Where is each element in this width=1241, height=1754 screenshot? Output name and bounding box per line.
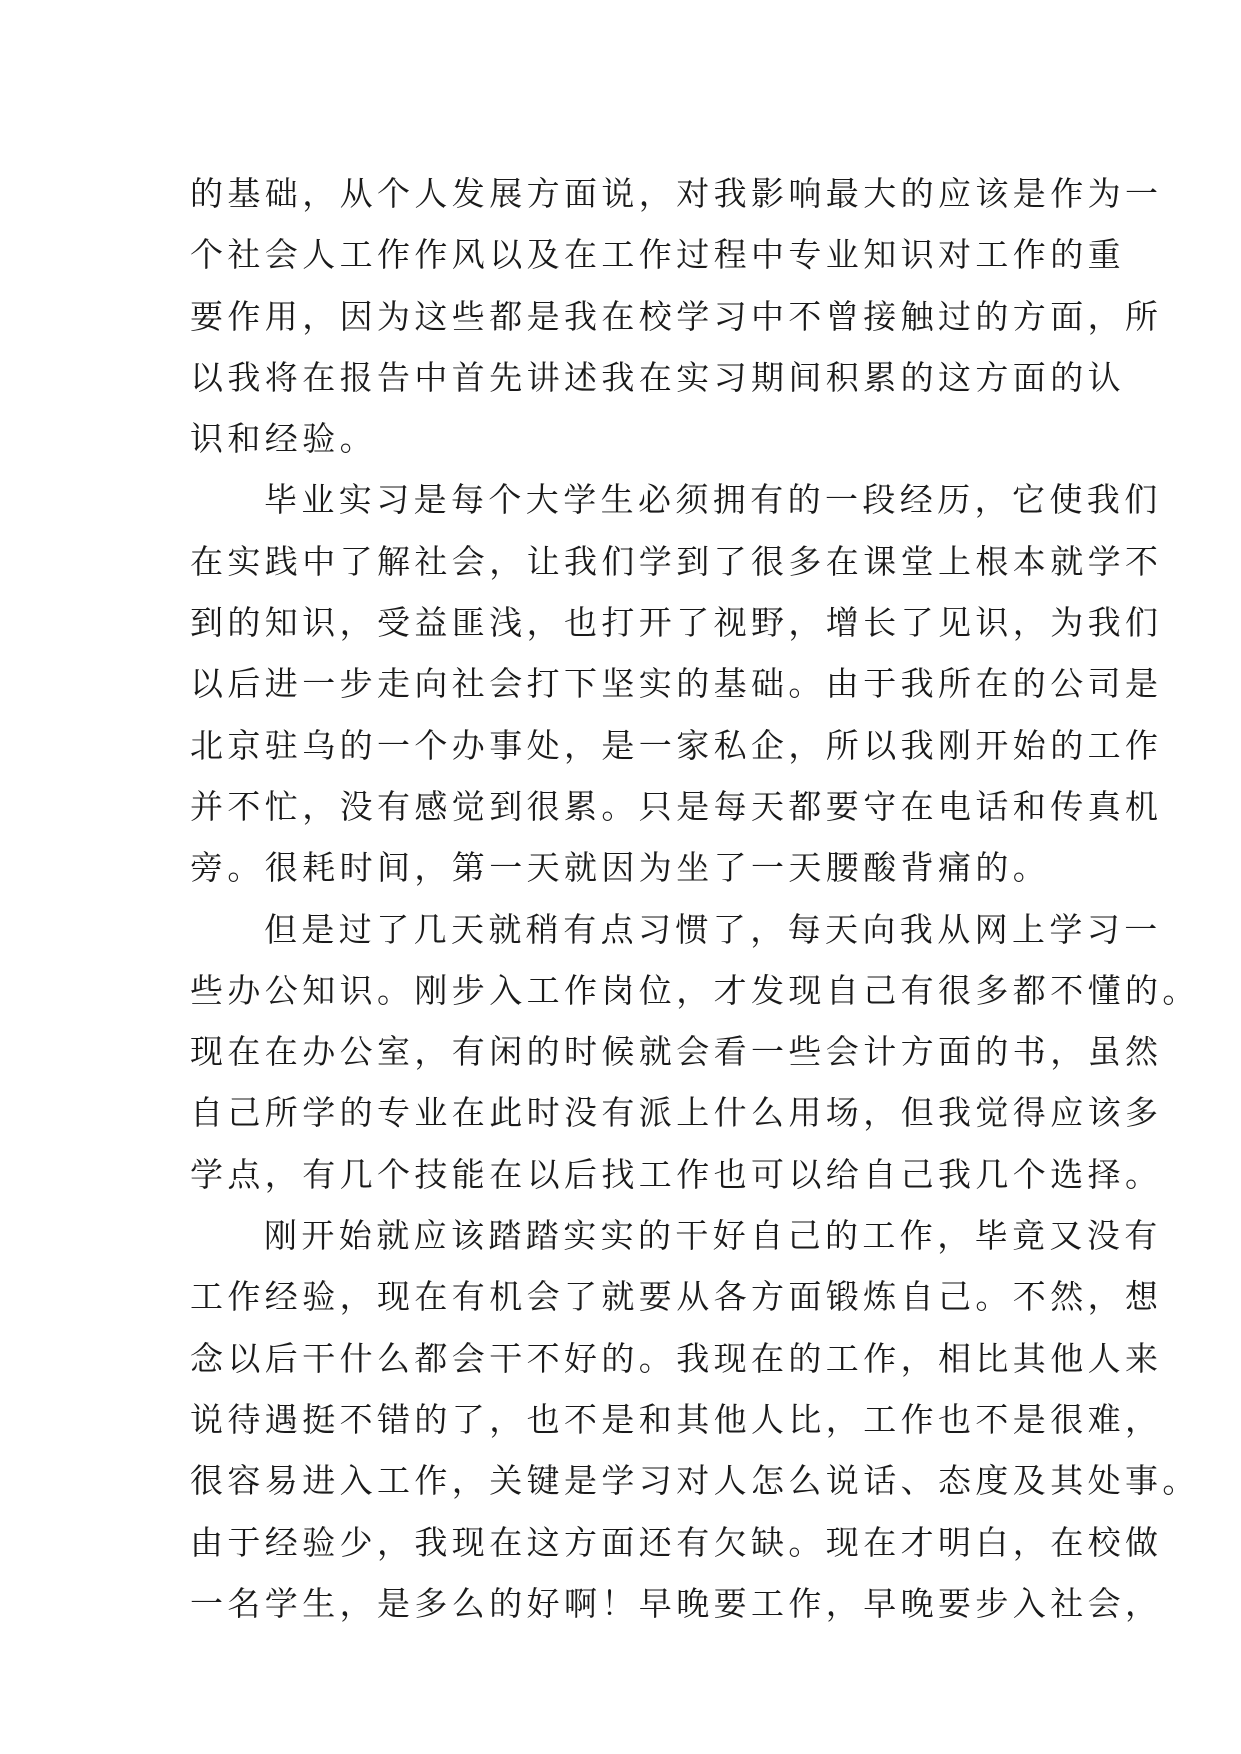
text-line: 的基础，从个人发展方面说，对我影响最大的应该是作为一 bbox=[190, 174, 1163, 213]
text-line: 由于经验少，我现在这方面还有欠缺。现在才明白，在校做 bbox=[190, 1522, 1163, 1562]
text-line: 工作经验，现在有机会了就要从各方面锻炼自己。不然，想 bbox=[190, 1277, 1163, 1317]
paragraph-start-line: 毕业实习是每个大学生必须拥有的一段经历，它使我们 bbox=[264, 480, 1162, 520]
text-line: 北京驻乌的一个办事处，是一家私企，所以我刚开始的工作 bbox=[190, 725, 1163, 765]
text-line: 现在在办公室，有闲的时候就会看一些会计方面的书，虽然 bbox=[190, 1032, 1163, 1072]
text-line: 学点，有几个技能在以后找工作也可以给自己我几个选择。 bbox=[190, 1154, 1163, 1194]
text-line: 自己所学的专业在此时没有派上什么用场，但我觉得应该多 bbox=[190, 1093, 1163, 1133]
body-text bbox=[190, 163, 1200, 1634]
text-line: 识和经验。 bbox=[190, 419, 377, 459]
text-line: 以我将在报告中首先讲述我在实习期间积累的这方面的认 bbox=[190, 357, 1125, 397]
text-line: 一名学生，是多么的好啊！早晚要工作，早晚要步入社会， bbox=[190, 1583, 1163, 1623]
paragraph-start-line: 刚开始就应该踏踏实实的干好自己的工作，毕竟又没有 bbox=[264, 1216, 1162, 1256]
text-line: 旁。很耗时间，第一天就因为坐了一天腰酸背痛的。 bbox=[190, 848, 1051, 888]
text-line: 并不忙，没有感觉到很累。只是每天都要守在电话和传真机 bbox=[190, 786, 1163, 826]
text-line: 些办公知识。刚步入工作岗位，才发现自己有很多都不懂的。 bbox=[190, 970, 1200, 1010]
text-line: 到的知识，受益匪浅，也打开了视野，增长了见识，为我们 bbox=[190, 603, 1163, 643]
text-line: 个社会人工作作风以及在工作过程中专业知识对工作的重 bbox=[190, 235, 1125, 275]
text-line: 以后进一步走向社会打下坚实的基础。由于我所在的公司是 bbox=[190, 664, 1163, 704]
text-line: 在实践中了解社会，让我们学到了很多在课堂上根本就学不 bbox=[190, 541, 1163, 581]
text-line: 念以后干什么都会干不好的。我现在的工作，相比其他人来 bbox=[190, 1338, 1163, 1378]
text-line: 说待遇挺不错的了，也不是和其他人比，工作也不是很难， bbox=[190, 1399, 1163, 1439]
text-line: 要作用，因为这些都是我在校学习中不曾接触过的方面，所 bbox=[190, 296, 1163, 336]
text-line: 很容易进入工作，关键是学习对人怎么说话、态度及其处事。 bbox=[190, 1461, 1200, 1501]
paragraph-start-line: 但是过了几天就稍有点习惯了，每天向我从网上学习一 bbox=[264, 909, 1162, 949]
